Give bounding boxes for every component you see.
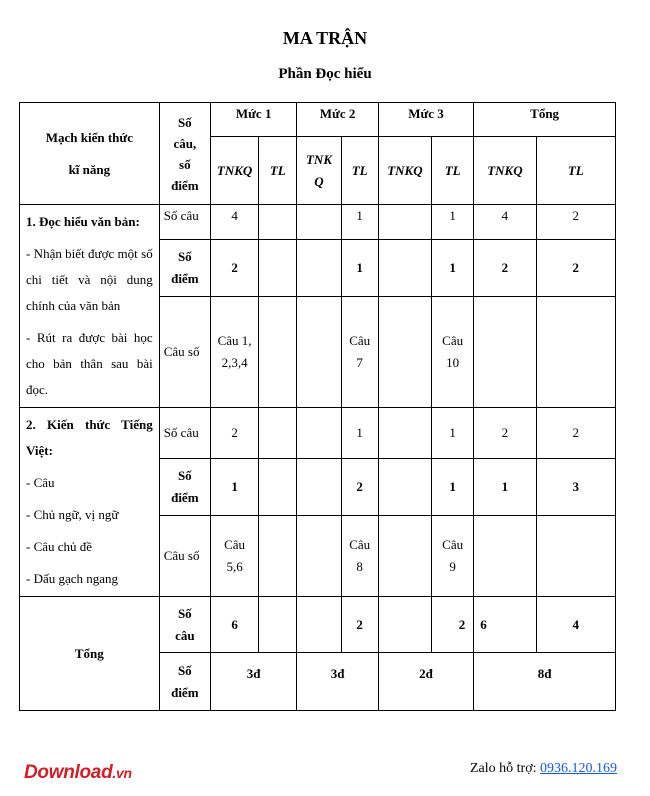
empty-cell (297, 408, 341, 459)
header-muc3: Mức 3 (378, 103, 473, 137)
section1-socau-label: Số câu (159, 205, 210, 240)
empty-cell (259, 408, 297, 459)
empty-cell (259, 297, 297, 408)
section1-sodiem-t-tnkq: 2 (474, 239, 536, 296)
empty-cell (536, 516, 615, 597)
section2-socau-label: Số câu (159, 408, 210, 459)
section1-socau-t-tl: 2 (536, 205, 615, 240)
empty-cell (297, 205, 341, 240)
header-m3-tl: TL (432, 137, 474, 205)
total-label: Tổng (20, 597, 160, 711)
empty-cell (378, 408, 431, 459)
matrix-table (19, 102, 616, 711)
total-socau-m1-tnkq: 6 (210, 597, 258, 653)
header-t-tnkq: TNKQ (474, 137, 536, 205)
section2-sodiem-m3-tl: 1 (432, 458, 474, 516)
total-sodiem-tong: 8đ (474, 653, 616, 711)
section1-causo-m3-tl: Câu 10 (432, 297, 474, 408)
section1-sodiem-t-tl: 2 (536, 239, 615, 296)
empty-cell (378, 597, 431, 653)
section2-causo-m3-tl: Câu 9 (432, 516, 474, 597)
section1-socau-m2-tl: 1 (341, 205, 378, 240)
section2-socau-m1-tnkq: 2 (210, 408, 258, 459)
header-m3-tnkq: TNKQ (378, 137, 431, 205)
section2-sodiem-label: Số điểm (159, 458, 210, 516)
empty-cell (474, 297, 536, 408)
header-tong: Tổng (474, 103, 616, 137)
section1-sodiem-m3-tl: 1 (432, 239, 474, 296)
section1-causo-m2-tl: Câu 7 (341, 297, 378, 408)
empty-cell (259, 458, 297, 516)
header-muc2: Mức 2 (297, 103, 378, 137)
section2-causo-label: Câu số (159, 516, 210, 597)
total-sodiem-m2: 3đ (297, 653, 378, 711)
section2-sodiem-m1-tnkq: 1 (210, 458, 258, 516)
support-footer (470, 761, 617, 777)
page-subtitle: Phần Đọc hiểu (278, 66, 372, 82)
total-sodiem-m1: 3đ (210, 653, 296, 711)
header-topic: Mạch kiến thức kĩ năng (20, 103, 160, 205)
support-label: Zalo hỗ trợ: (470, 761, 537, 776)
section1-causo-m1-tnkq: Câu 1, 2,3,4 (210, 297, 258, 408)
page-title: MA TRẬN (282, 28, 368, 48)
empty-cell (297, 458, 341, 516)
empty-cell (297, 516, 341, 597)
empty-cell (378, 516, 431, 597)
section1-causo-label: Câu số (159, 297, 210, 408)
empty-cell (378, 458, 431, 516)
empty-cell (378, 205, 431, 240)
section1-socau-m1-tnkq: 4 (210, 205, 258, 240)
total-sodiem-m3: 2đ (378, 653, 473, 711)
section1-socau-t-tnkq: 4 (474, 205, 536, 240)
section2-topic: 2. Kiến thức Tiếng Việt: - Câu - Chủ ngữ, vị ngữ - Câu chủ đề - Dấu gạch ngang (20, 408, 160, 597)
header-row-levels (20, 103, 616, 137)
empty-cell (259, 205, 297, 240)
section2-sodiem-m2-tl: 2 (341, 458, 378, 516)
support-phone-link[interactable]: 0936.120.169 (540, 761, 617, 776)
total-socau-m2-tl: 2 (341, 597, 378, 653)
total-socau-label: Số câu (159, 597, 210, 653)
section1-topic: 1. Đọc hiểu văn bản: - Nhận biết được một số chi tiết và nội dung chính của văn bản - Rút ra được bài học cho bản thân sau bài đọc. (20, 205, 160, 408)
empty-cell (378, 239, 431, 296)
total-socau-t-tnkq: 6 (474, 597, 536, 653)
empty-cell (536, 297, 615, 408)
download-logo[interactable]: Download.vn (24, 762, 132, 783)
section1-sodiem-m2-tl: 1 (341, 239, 378, 296)
section2-socau-m3-tl: 1 (432, 408, 474, 459)
empty-cell (259, 597, 297, 653)
empty-cell (474, 516, 536, 597)
empty-cell (259, 239, 297, 296)
table-row (20, 408, 616, 459)
empty-cell (297, 297, 341, 408)
section2-sodiem-t-tl: 3 (536, 458, 615, 516)
header-count: Số câu, số điểm (159, 103, 210, 205)
section1-sodiem-label: Số điểm (159, 239, 210, 296)
header-m2-tl: TL (341, 137, 378, 205)
section2-socau-t-tl: 2 (536, 408, 615, 459)
section2-socau-t-tnkq: 2 (474, 408, 536, 459)
section2-causo-m1-tnkq: Câu 5,6 (210, 516, 258, 597)
table-row (20, 597, 616, 653)
total-socau-m3-tl: 2 (432, 597, 474, 653)
total-sodiem-label: Số điểm (159, 653, 210, 711)
section2-causo-m2-tl: Câu 8 (341, 516, 378, 597)
section2-socau-m2-tl: 1 (341, 408, 378, 459)
header-m1-tl: TL (259, 137, 297, 205)
empty-cell (378, 297, 431, 408)
header-muc1: Mức 1 (210, 103, 296, 137)
header-m1-tnkq: TNKQ (210, 137, 258, 205)
section1-socau-m3-tl: 1 (432, 205, 474, 240)
empty-cell (297, 239, 341, 296)
table-row (20, 205, 616, 240)
section2-sodiem-t-tnkq: 1 (474, 458, 536, 516)
section1-sodiem-m1-tnkq: 2 (210, 239, 258, 296)
total-socau-t-tl: 4 (536, 597, 615, 653)
header-m2-tnkq: TNK Q (297, 137, 341, 205)
empty-cell (259, 516, 297, 597)
empty-cell (297, 597, 341, 653)
header-t-tl: TL (536, 137, 615, 205)
